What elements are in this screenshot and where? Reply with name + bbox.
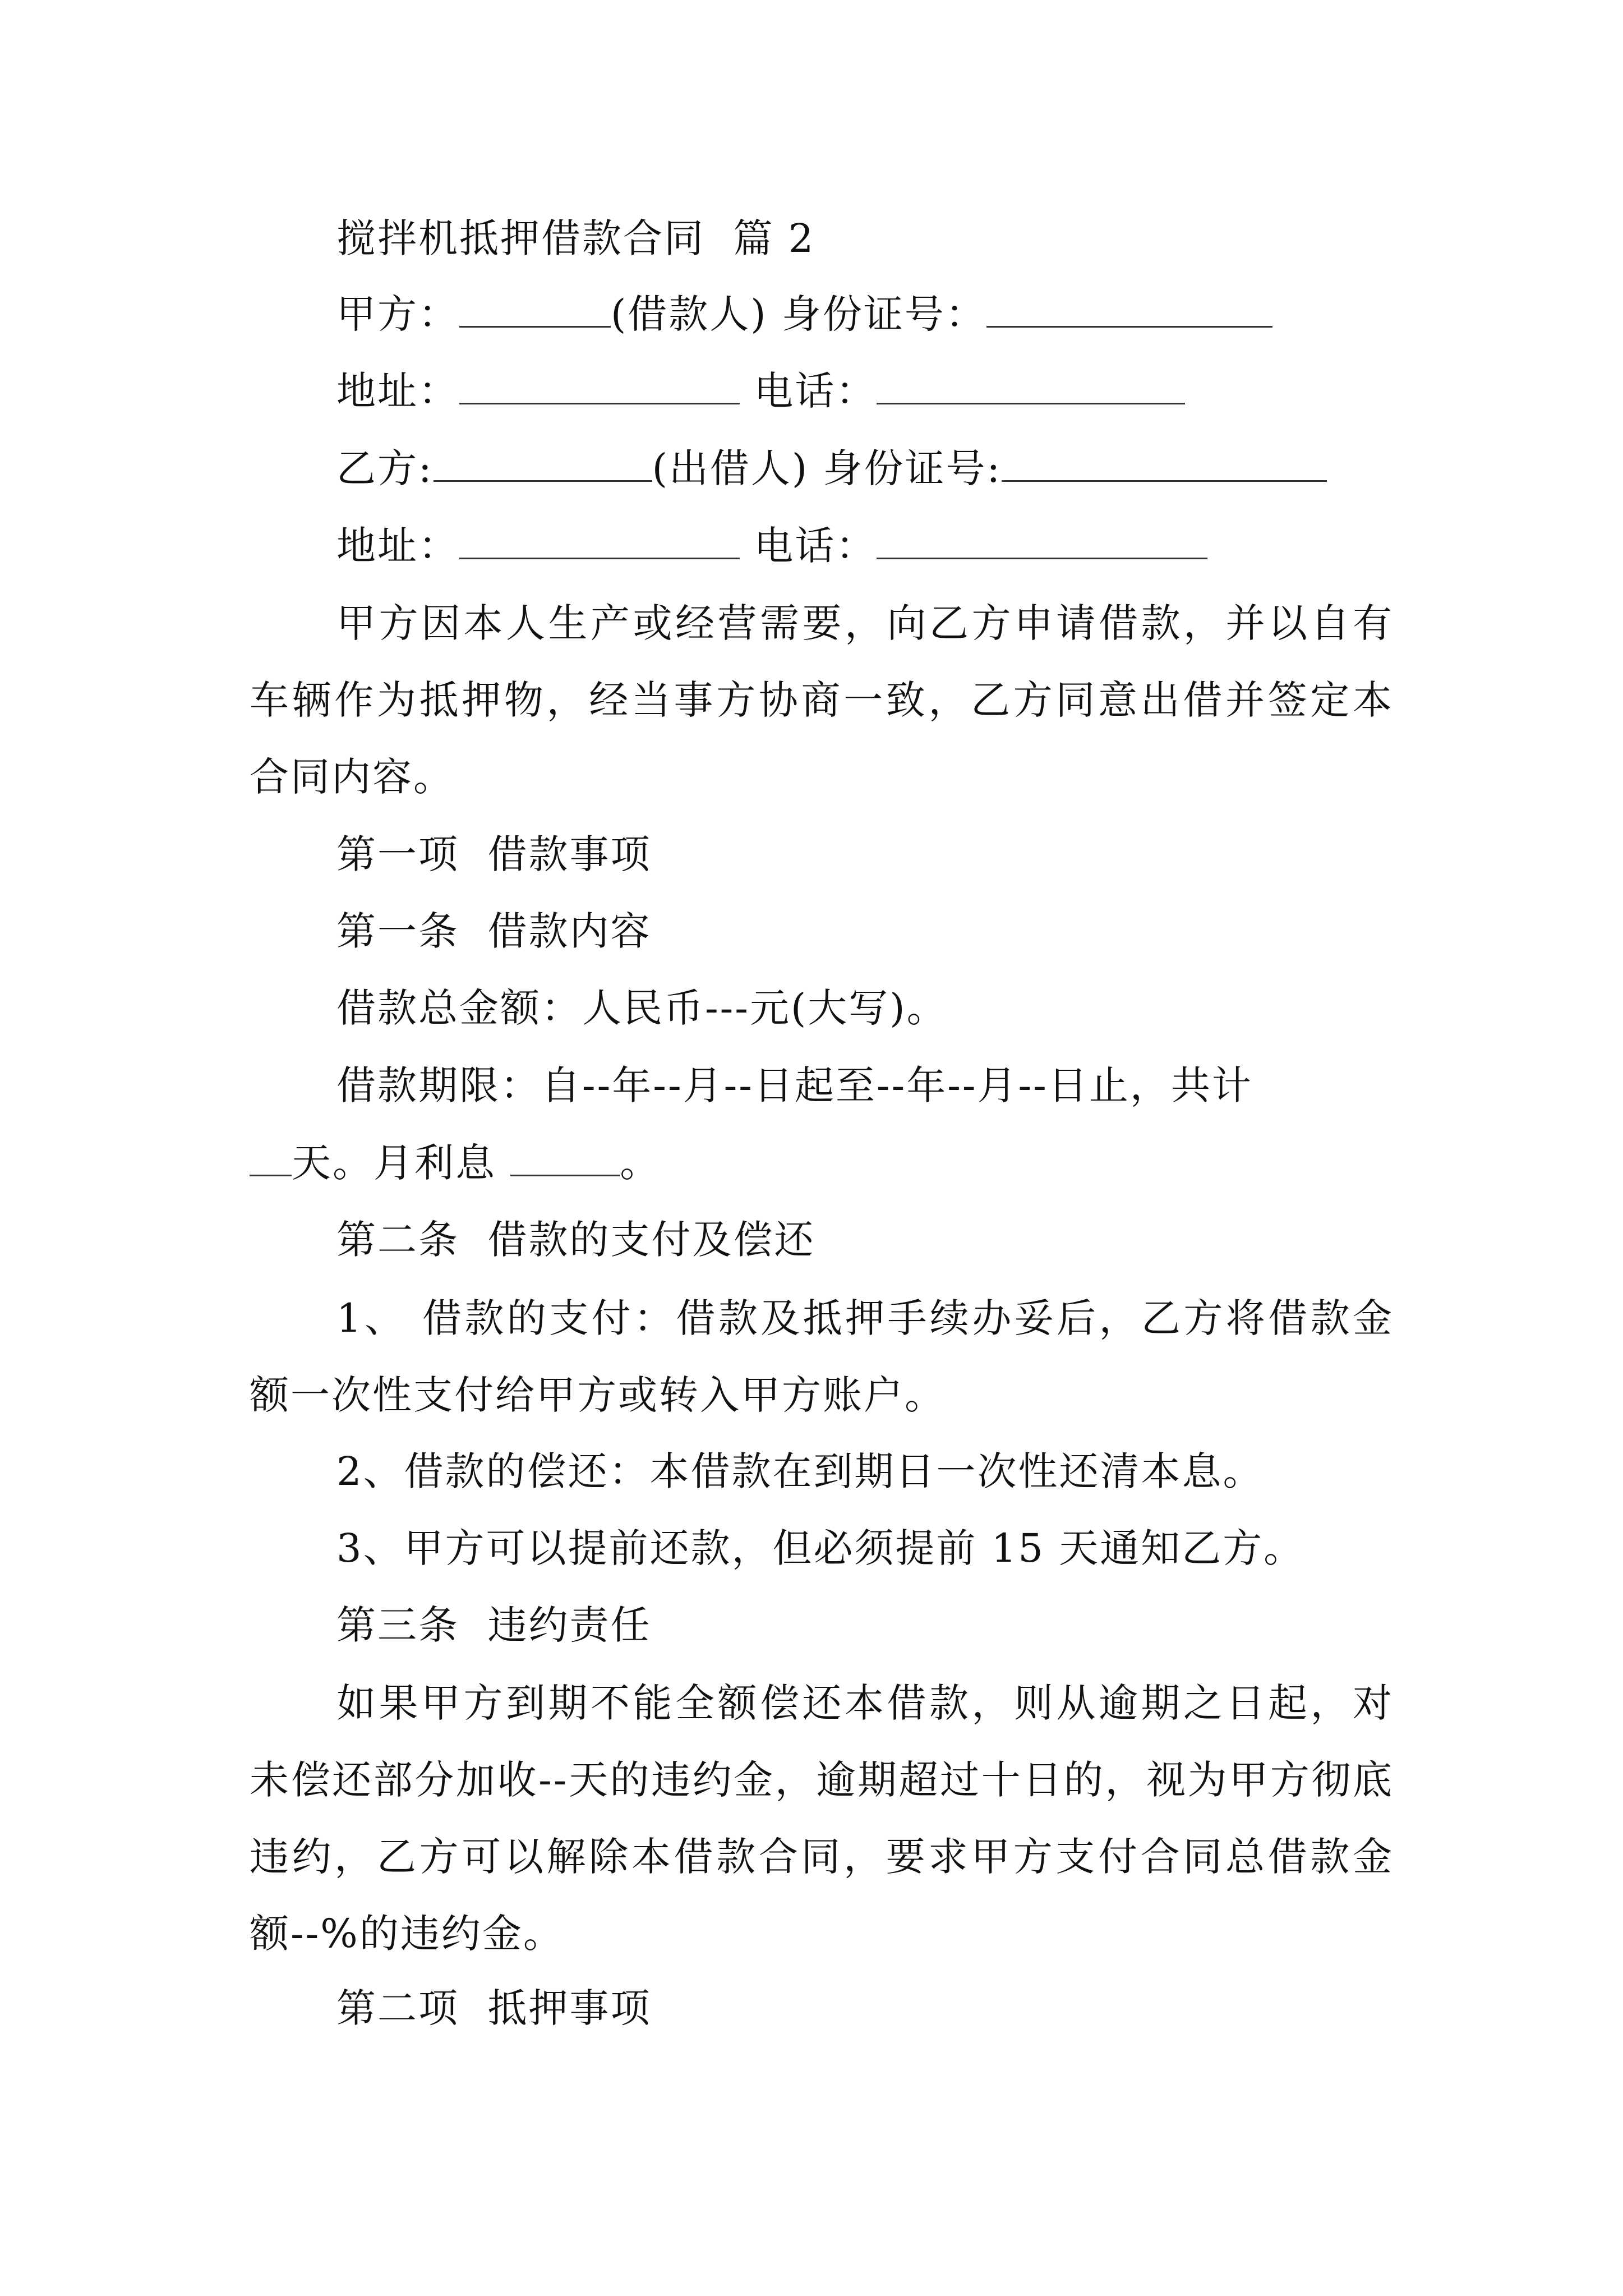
party-b-name-blank [434,445,652,482]
party-a-phone-label: 电话： [754,368,877,414]
party-a-address-label: 地址： [336,368,459,414]
term-continuation [250,1138,661,1188]
party-b-id-label: 身份证号: [823,445,1002,491]
party-a-label: 甲方： [336,291,459,337]
party-b-phone-blank [877,523,1207,559]
party-b-address-label: 地址： [336,523,459,569]
intro-paragraph: 甲方因本人生产或经营需要，向乙方申请借款，并以自有车辆作为抵押物，经当事方协商一致，乙方同意出借并签定本合同内容。 [250,600,1394,800]
party-b-role: (出借人) [652,445,809,491]
clause3-line: 3、甲方可以提前还款，但必须提前 15 天通知乙方。 [336,1525,1305,1571]
party-b-line [336,443,1327,494]
document-title: 搅拌机抵押借款合同 篇 2 [336,215,815,261]
party-b-id-blank [1002,445,1327,482]
item2-heading: 第二项 抵押事项 [336,1985,652,2031]
party-b-address-line [336,521,1207,571]
article3-heading: 第三条 违约责任 [336,1602,652,1648]
party-b-phone-label: 电话： [754,523,877,569]
breach-paragraph: 如果甲方到期不能全额偿还本借款，则从逾期之日起，对未偿还部分加收--天的违约金，逾期超过十日的，视为甲方彻底违约，乙方可以解除本借款合同，要求甲方支付合同总借款金额--%的违约金。 [250,1680,1394,1957]
party-a-address-line [336,366,1185,416]
interest-blank [510,1140,620,1176]
article2-heading: 第二条 借款的支付及偿还 [336,1217,815,1263]
party-a-id-blank [986,291,1272,328]
party-a-name-blank [459,291,611,328]
clause2-line: 2、借款的偿还：本借款在到期日一次性还清本息。 [336,1448,1264,1494]
party-a-address-blank [459,368,740,404]
party-a-line [336,289,1272,339]
term-days-blank [250,1140,292,1176]
item1-heading: 第一项 借款事项 [336,831,652,877]
party-b-label: 乙方: [336,445,434,491]
clause1-paragraph: 1、 借款的支付：借款及抵押手续办妥后，乙方将借款金额一次性支付给甲方或转入甲方账户。 [250,1295,1394,1418]
term-days-text: 天。月利息 [292,1140,496,1186]
article1-heading: 第一条 借款内容 [336,908,652,954]
term-line: 借款期限：自--年--月--日起至--年--月--日止，共计 [336,1062,1253,1108]
term-end: 。 [620,1140,661,1186]
party-a-id-label: 身份证号： [781,291,986,337]
party-b-address-blank [459,523,740,559]
party-a-role: (借款人) [611,291,768,337]
total-amount-line: 借款总金额：人民币---元(大写)。 [336,985,948,1031]
party-a-phone-blank [877,368,1185,404]
